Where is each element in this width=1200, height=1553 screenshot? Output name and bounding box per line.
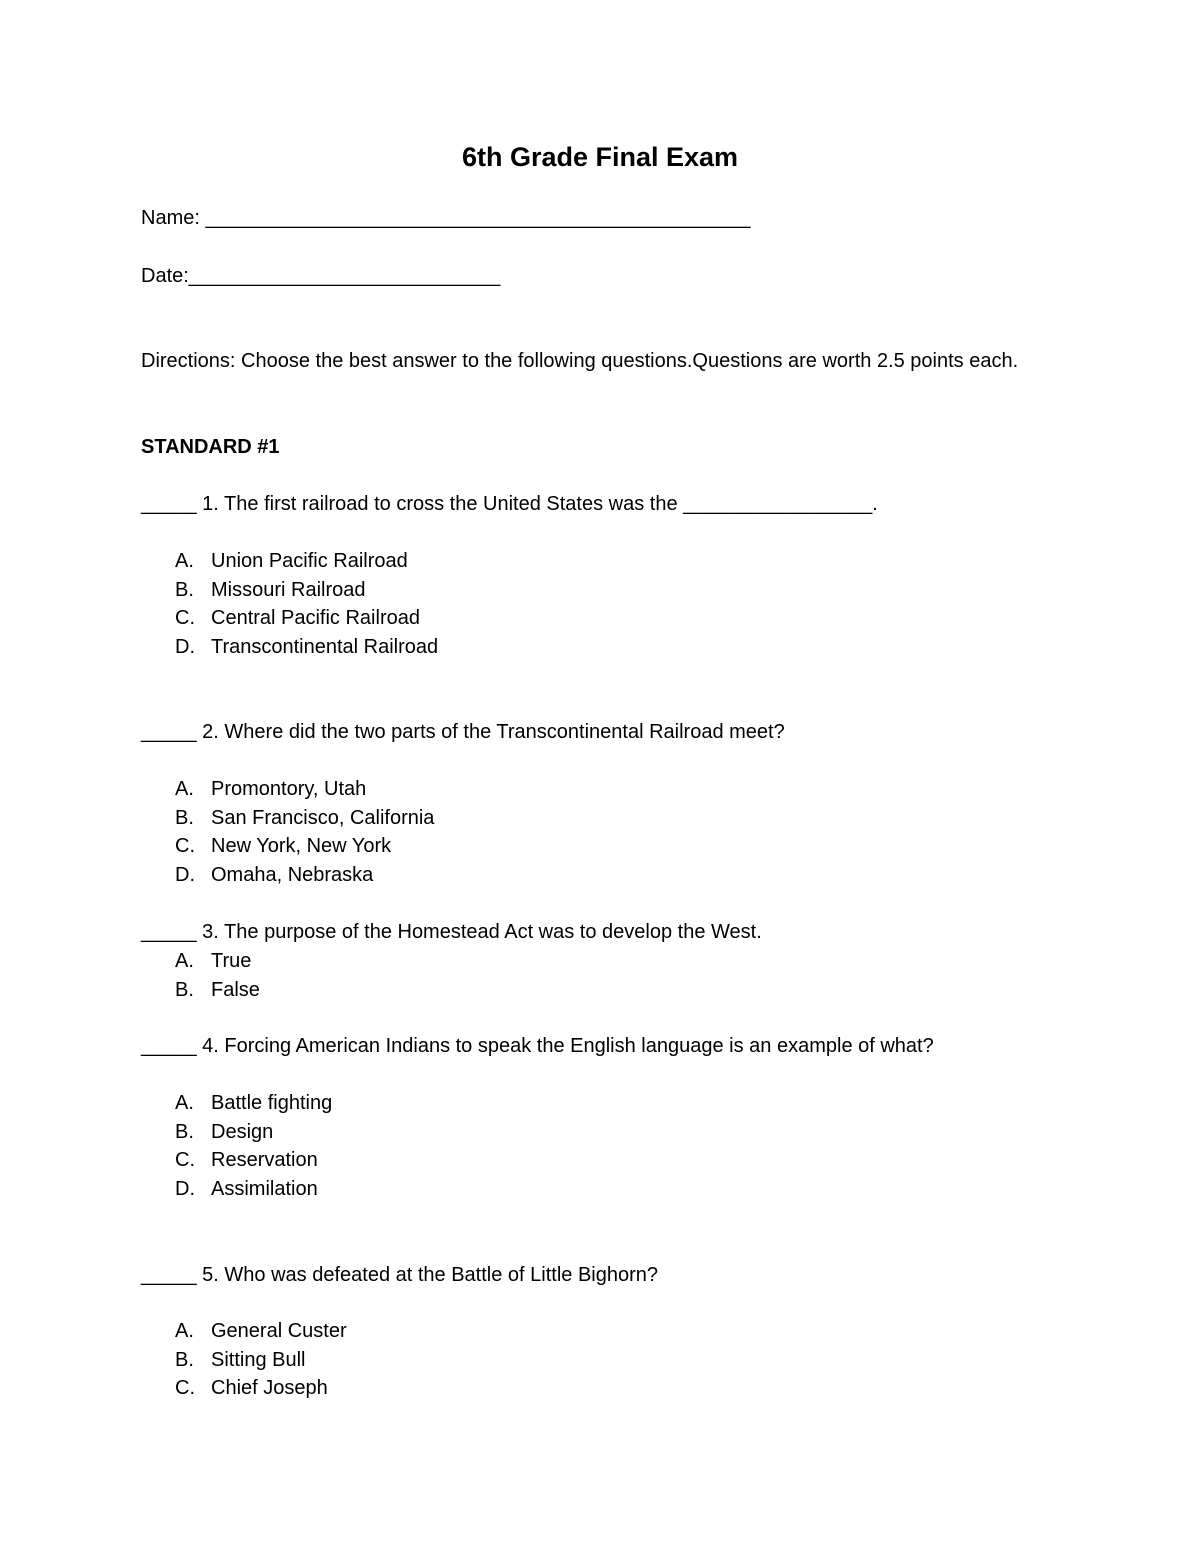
option-item xyxy=(175,775,434,804)
name-field-line: Name: _________________________________________________ xyxy=(141,207,751,229)
option-text: Central Pacific Railroad xyxy=(211,607,420,630)
page-title: 6th Grade Final Exam xyxy=(461,142,739,172)
option-letter: B. xyxy=(175,578,194,601)
option-text: Missouri Railroad xyxy=(211,578,366,601)
question-3: _____ 3. The purpose of the Homestead Act was to develop the West. xyxy=(141,921,762,943)
option-item xyxy=(175,804,434,833)
option-text: Sitting Bull xyxy=(211,1348,306,1371)
option-item xyxy=(175,576,438,605)
option-item xyxy=(175,1374,347,1403)
standard-heading: STANDARD #1 xyxy=(141,436,280,458)
question-4-options xyxy=(175,1089,332,1203)
question-3-options xyxy=(175,947,260,1004)
option-letter: B. xyxy=(175,1120,194,1143)
option-item xyxy=(175,976,260,1005)
date-field-line: Date:____________________________ xyxy=(141,265,501,287)
option-text: San Francisco, California xyxy=(211,806,435,829)
option-letter: C. xyxy=(175,835,195,858)
option-item xyxy=(175,1089,332,1118)
option-letter: B. xyxy=(175,806,194,829)
option-text: New York, New York xyxy=(211,835,392,858)
option-item xyxy=(175,1146,332,1175)
question-1: _____ 1. The first railroad to cross the United States was the _________________. xyxy=(141,493,878,515)
option-text: Design xyxy=(211,1120,274,1143)
option-text: True xyxy=(211,950,252,972)
option-text: Chief Joseph xyxy=(211,1377,328,1400)
option-item xyxy=(175,1118,332,1147)
option-letter: B. xyxy=(175,1348,194,1371)
option-text: Union Pacific Railroad xyxy=(211,550,408,572)
option-letter: A. xyxy=(175,1320,194,1342)
option-text: Assimilation xyxy=(211,1177,318,1200)
question-5-options xyxy=(175,1317,347,1403)
option-letter: D. xyxy=(175,1177,195,1200)
option-item xyxy=(175,1175,332,1204)
option-letter: B. xyxy=(175,978,194,1001)
option-letter: A. xyxy=(175,550,194,572)
question-4: _____ 4. Forcing American Indians to speak the English language is an example of what? xyxy=(141,1035,934,1057)
option-letter: A. xyxy=(175,778,194,800)
option-item xyxy=(175,604,438,633)
option-text: Battle fighting xyxy=(211,1092,333,1114)
directions-text: Directions: Choose the best answer to the following questions.Questions are worth 2.5 points each. xyxy=(141,350,1019,372)
option-item xyxy=(175,1346,347,1375)
option-text: Transcontinental Railroad xyxy=(211,635,439,658)
option-item xyxy=(175,861,434,890)
option-item xyxy=(175,633,438,662)
option-text: Omaha, Nebraska xyxy=(211,863,374,886)
option-letter: A. xyxy=(175,1092,194,1114)
option-item xyxy=(175,1317,347,1346)
question-5: _____ 5. Who was defeated at the Battle of Little Bighorn? xyxy=(141,1264,659,1286)
question-2: _____ 2. Where did the two parts of the Transcontinental Railroad meet? xyxy=(141,721,785,743)
option-item xyxy=(175,832,434,861)
question-1-options xyxy=(175,547,438,661)
option-text: False xyxy=(211,978,260,1001)
option-item xyxy=(175,947,260,976)
option-text: General Custer xyxy=(211,1320,347,1342)
option-item xyxy=(175,547,438,576)
option-letter: C. xyxy=(175,607,195,630)
option-letter: C. xyxy=(175,1149,195,1172)
option-letter: C. xyxy=(175,1377,195,1400)
question-2-options xyxy=(175,775,434,889)
option-letter: D. xyxy=(175,863,195,886)
option-letter: A. xyxy=(175,950,194,972)
option-text: Reservation xyxy=(211,1149,318,1172)
option-text: Promontory, Utah xyxy=(211,778,367,800)
option-letter: D. xyxy=(175,635,195,658)
